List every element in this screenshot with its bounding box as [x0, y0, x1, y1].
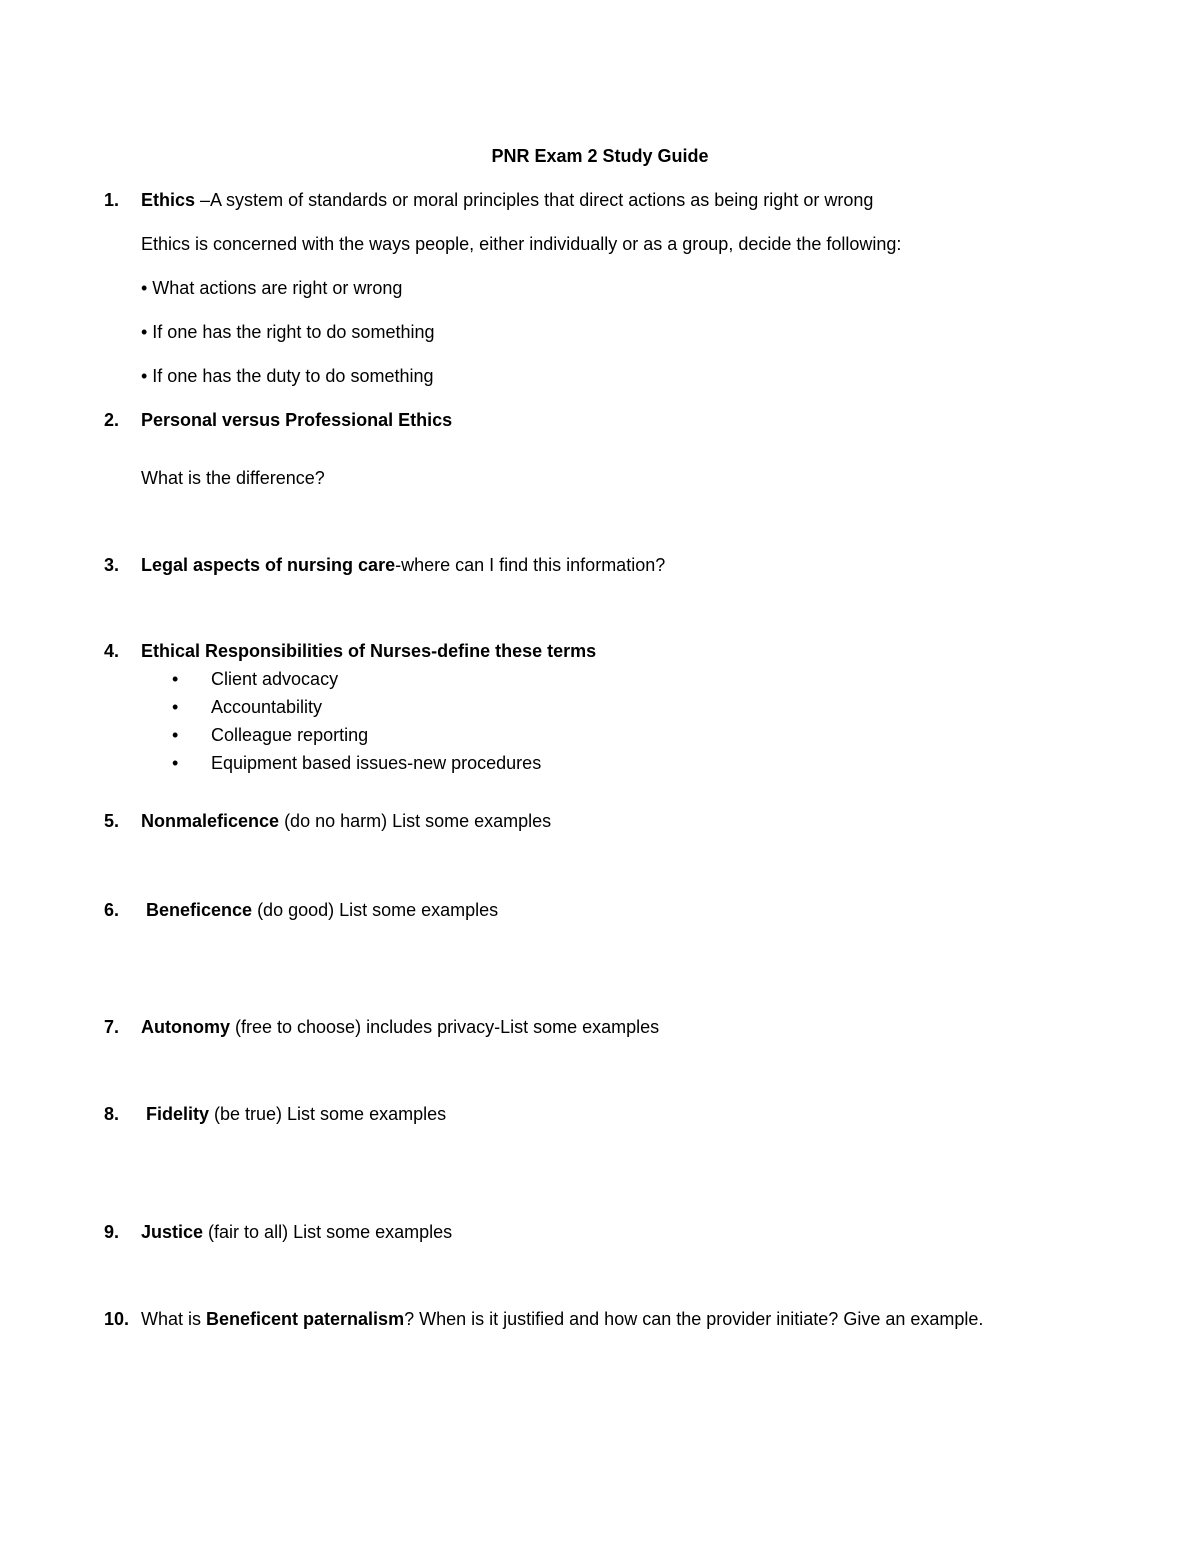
item-4-term: Ethical Responsibilities of Nurses-define these terms: [141, 641, 597, 661]
item-7-term: Autonomy: [141, 1017, 230, 1037]
ethics-bullet-1: • What actions are right or wrong: [141, 278, 403, 298]
ethics-bullet-2: • If one has the right to do something: [141, 322, 435, 342]
item-number-4: 4.: [104, 641, 120, 661]
item-10: [141, 1308, 983, 1330]
term-accountability: Accountability: [211, 697, 323, 717]
item-9-term: Justice: [141, 1222, 204, 1242]
term-bullet-2: •: [172, 697, 179, 717]
item-1-text: –A system of standards or moral principles that direct actions as being right or wrong: [195, 190, 874, 210]
item-3: [141, 554, 665, 576]
item-6-text: (do good) List some examples: [252, 900, 499, 920]
item-number-1: 1.: [104, 190, 120, 210]
item-5: [141, 810, 551, 832]
term-bullet-4: •: [172, 753, 179, 773]
item-5-term: Nonmaleficence: [141, 811, 280, 831]
item-2-term: Personal versus Professional Ethics: [141, 410, 453, 430]
item-9: [141, 1221, 452, 1243]
item-10-pre: What is: [141, 1309, 207, 1329]
item-number-7: 7.: [104, 1017, 120, 1037]
item-6: [146, 899, 498, 921]
item-8-term: Fidelity: [146, 1104, 210, 1124]
item-number-2: 2.: [104, 410, 120, 430]
item-10-term: Beneficent paternalism: [206, 1309, 405, 1329]
item-9-text: (fair to all) List some examples: [203, 1222, 453, 1242]
item-number-5: 5.: [104, 811, 120, 831]
item-10-text: ? When is it justified and how can the provider initiate? Give an example.: [404, 1309, 984, 1329]
item-3-term: Legal aspects of nursing care: [141, 555, 396, 575]
item-8: [146, 1103, 446, 1125]
term-bullet-1: •: [172, 669, 179, 689]
term-colleague-reporting: Colleague reporting: [211, 725, 369, 745]
difference-question: What is the difference?: [141, 468, 325, 488]
item-number-10: 10.: [104, 1309, 130, 1329]
ethics-bullet-3: • If one has the duty to do something: [141, 366, 434, 386]
item-number-9: 9.: [104, 1222, 120, 1242]
item-1-term: Ethics: [141, 190, 196, 210]
item-number-3: 3.: [104, 555, 120, 575]
item-1: [141, 189, 873, 211]
item-6-term: Beneficence: [146, 900, 253, 920]
item-3-text: -where can I find this information?: [395, 555, 666, 575]
document-title: PNR Exam 2 Study Guide: [491, 146, 709, 166]
term-bullet-3: •: [172, 725, 179, 745]
item-5-text: (do no harm) List some examples: [279, 811, 552, 831]
item-7-text: (free to choose) includes privacy-List some examples: [230, 1017, 660, 1037]
ethics-intro: Ethics is concerned with the ways people, either individually or as a group, decide the following:: [141, 234, 902, 254]
term-client-advocacy: Client advocacy: [211, 669, 339, 689]
term-equipment-issues: Equipment based issues-new procedures: [211, 753, 542, 773]
item-8-text: (be true) List some examples: [209, 1104, 447, 1124]
item-number-6: 6.: [104, 900, 120, 920]
item-number-8: 8.: [104, 1104, 120, 1124]
item-7: [141, 1016, 659, 1038]
